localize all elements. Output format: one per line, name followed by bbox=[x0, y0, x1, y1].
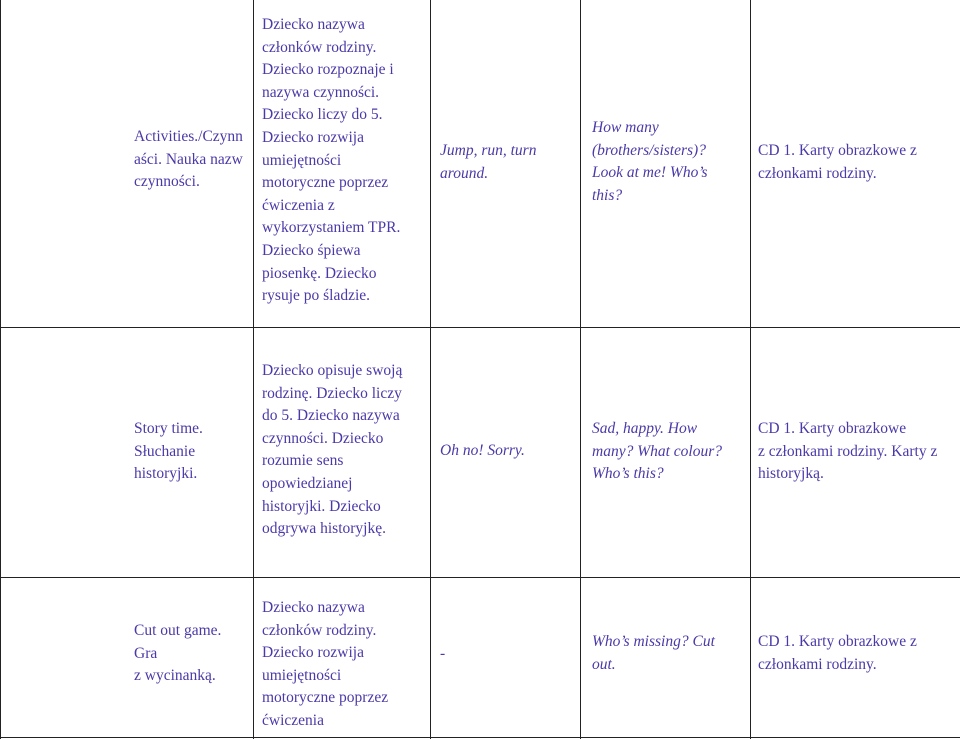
table-border bbox=[253, 0, 254, 739]
activity-cell: Story time. Słuchanie historyjki. bbox=[134, 420, 203, 483]
structures-cell: Sad, happy. How many? What colour? Who’s this? bbox=[592, 420, 723, 483]
table-border bbox=[430, 0, 431, 739]
table-border bbox=[0, 327, 960, 328]
structures-cell: Who’s missing? Cut out. bbox=[592, 633, 715, 673]
table-border bbox=[750, 0, 751, 739]
materials-cell: CD 1. Karty obrazkowe z członkami rodziny. bbox=[758, 633, 917, 673]
table-border bbox=[0, 577, 960, 578]
table-border bbox=[580, 0, 581, 739]
materials-cell: CD 1. Karty obrazkowe z członkami rodziny. Karty z historyjką. bbox=[758, 420, 938, 483]
materials-cell: CD 1. Karty obrazkowe z członkami rodziny. bbox=[758, 142, 917, 182]
activity-cell: Cut out game. Gra z wycinanką. bbox=[134, 622, 222, 685]
table-border bbox=[0, 0, 1, 739]
activity-cell: Activities./Czynn aści. Nauka nazw czynności. bbox=[134, 128, 243, 191]
vocabulary-cell: Oh no! Sorry. bbox=[440, 442, 525, 459]
table-border bbox=[0, 737, 960, 738]
goals-cell: Dziecko nazywa członków rodziny. Dziecko rozpoznaje i nazywa czynności. Dziecko liczy do 5. Dziecko rozwija umiejętności motoryczne poprzez ćwiczenia z wykorzystaniem TPR. Dziecko śpiewa piosenkę. Dziecko rysuje po śladzie. bbox=[262, 16, 401, 305]
goals-cell: Dziecko nazywa członków rodziny. Dziecko rozwija umiejętności motoryczne poprzez ćwiczenia bbox=[262, 599, 389, 729]
goals-cell: Dziecko opisuje swoją rodzinę. Dziecko liczy do 5. Dziecko nazywa czynności. Dziecko rozumie sens opowiedzianej historyjki. Dziecko odgrywa historyjkę. bbox=[262, 362, 403, 538]
structures-cell: How many (brothers/sisters)? Look at me! Who’s this? bbox=[592, 119, 708, 204]
vocabulary-cell: Jump, run, turn around. bbox=[440, 142, 537, 182]
vocabulary-cell: - bbox=[440, 645, 446, 662]
